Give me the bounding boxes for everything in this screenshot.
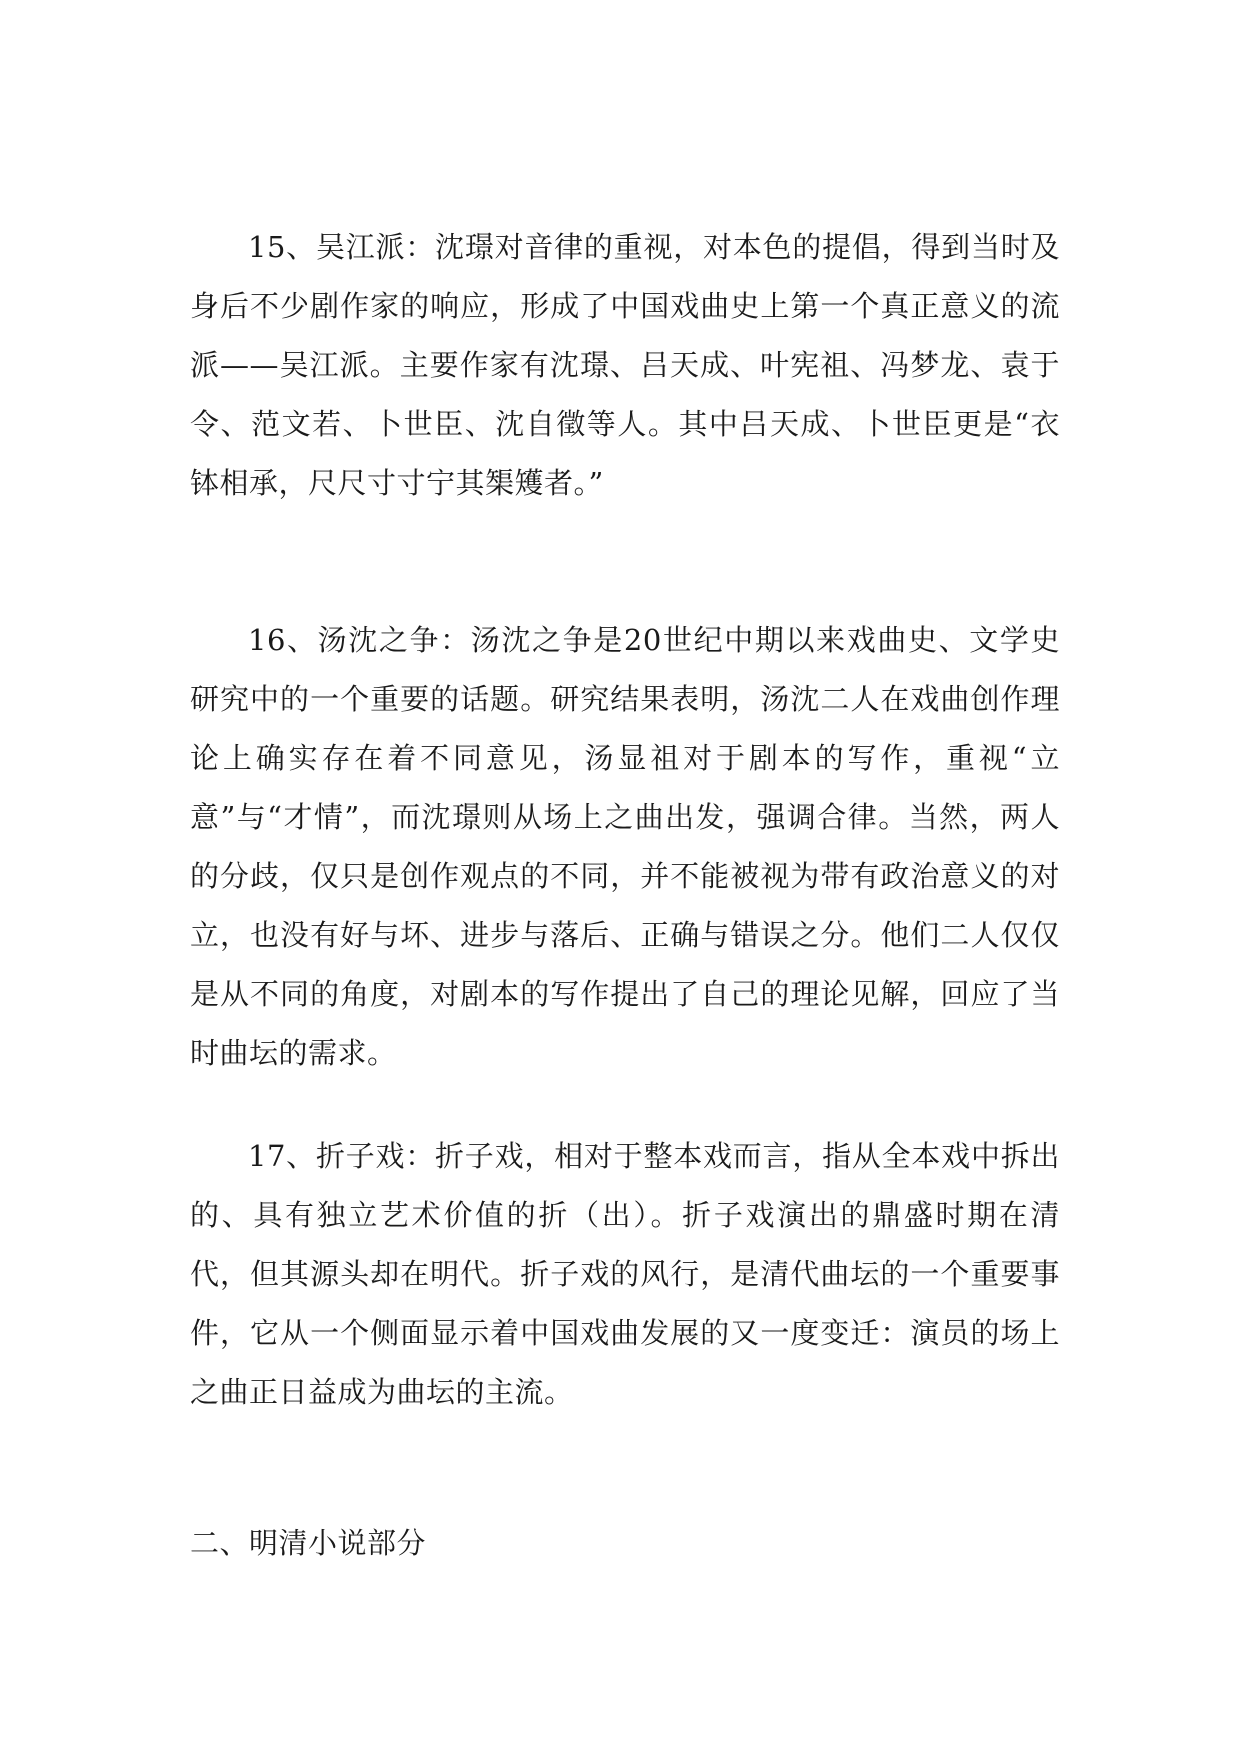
- section-heading-ming-qing-novels: 二、明清小说部分: [190, 1526, 427, 1560]
- paragraph-zhezi-opera: 17、折子戏：折子戏，相对于整本戏而言，指从全本戏中拆出的、具有独立艺术价值的折（出）。折子戏演出的鼎盛时期在清代，但其源头却在明代。折子戏的风行，是清代曲坛的一个重要事件，它从一个侧面显示着中国戏曲发展的又一度变迁：演员的场上之曲正日益成为曲坛的主流。: [190, 1139, 1060, 1409]
- paragraph-wujiang-school: 15、吴江派：沈璟对音律的重视，对本色的提倡，得到当时及身后不少剧作家的响应，形成了中国戏曲史上第一个真正意义的流派——吴江派。主要作家有沈璟、吕天成、叶宪祖、冯梦龙、袁于令、范文若、卜世臣、沈自徵等人。其中吕天成、卜世臣更是“衣钵相承，尺尺寸寸宁其榘矱者。”: [190, 230, 1060, 500]
- paragraph-tang-shen-debate: 16、汤沈之争：汤沈之争是20世纪中期以来戏曲史、文学史研究中的一个重要的话题。研究结果表明，汤沈二人在戏曲创作理论上确实存在着不同意见，汤显祖对于剧本的写作，重视“立意”与“才情”，而沈璟则从场上之曲出发，强调合律。当然，两人的分歧，仅只是创作观点的不同，并不能被视为带有政治意义的对立，也没有好与坏、进步与落后、正确与错误之分。他们二人仅仅是从不同的角度，对剧本的写作提出了自己的理论见解，回应了当时曲坛的需求。: [190, 623, 1060, 1070]
